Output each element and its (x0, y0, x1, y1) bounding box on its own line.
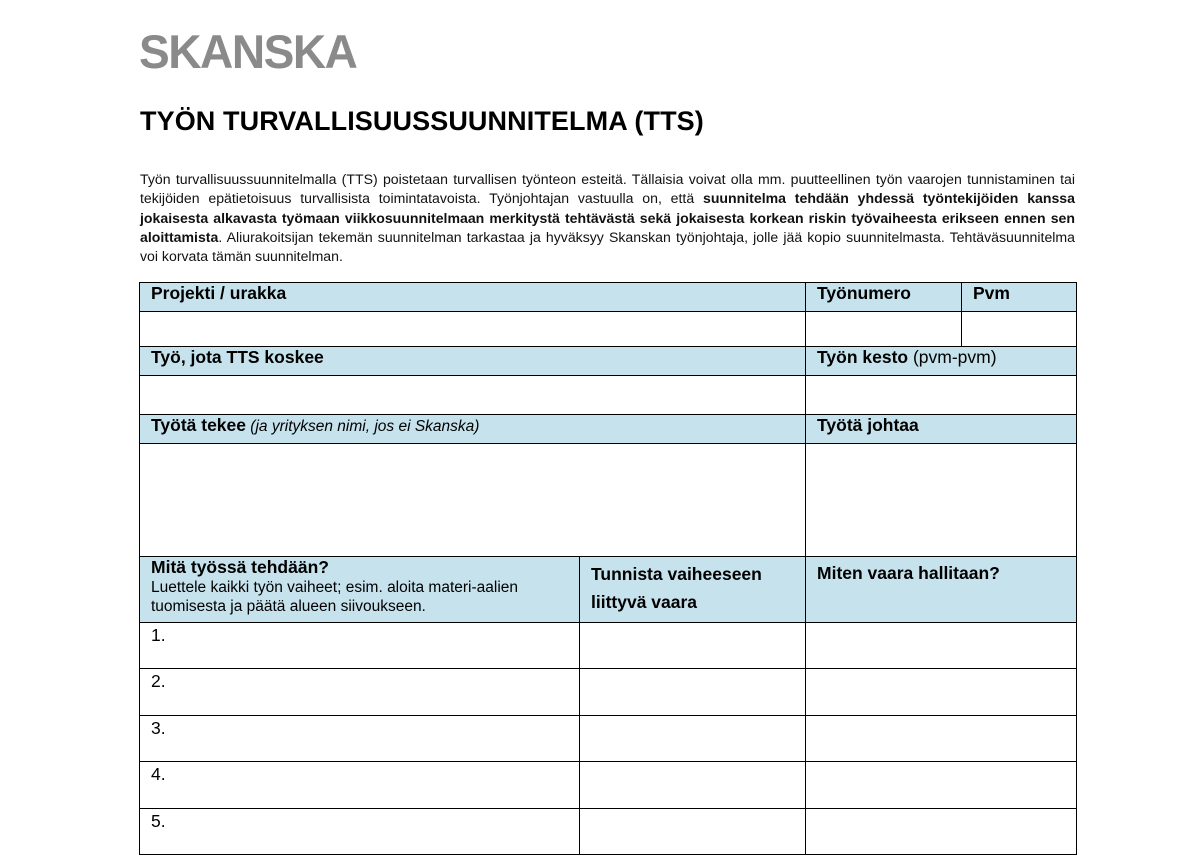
hazard-field-2[interactable] (580, 669, 806, 716)
intro-text-1: Työn turvallisuussuunnitelmalla (TTS) poistetaan turvallisen työnteon esteitä. Tällaisia voivat olla mm. puutteellinen työn vaarojen tunnistaminen tai tekijöiden epätietoisuus turvallisista toimintatavoista. Työnjohtajan vastuulla on, että (140, 171, 1075, 207)
step-row-5[interactable]: 5. (140, 809, 580, 855)
work-number-header: Työnumero (806, 283, 962, 312)
steps-instructions: Luettele kaikki työn vaiheet; esim. aloita materi-aalien tuomisesta ja päätä alueen siivoukseen. (151, 579, 519, 615)
date-header: Pvm (962, 283, 1077, 312)
work-header: Työ, jota TTS koskee (140, 347, 806, 376)
control-field-1[interactable] (806, 623, 1077, 669)
project-field[interactable] (140, 312, 806, 347)
duration-note: (pvm-pvm) (908, 347, 997, 367)
performer-label: Työtä tekee (151, 415, 246, 435)
step-row-4[interactable]: 4. (140, 762, 580, 809)
project-header: Projekti / urakka (140, 283, 806, 312)
page-title: TYÖN TURVALLISUUSSUUNNITELMA (TTS) (140, 106, 704, 136)
duration-header (806, 347, 1077, 376)
hazard-field-4[interactable] (580, 762, 806, 809)
skanska-logo: SKANSKA (139, 25, 357, 78)
intro-text-bold: suunnitelma tehdään yhdessä työntekijöiden kanssa jokaisesta alkavasta työmaan viikkosuunnitelmaan merkitystä tehtävästä sekä jokaisesta korkean riskin työvaiheesta erikseen ennen sen aloittamista (140, 190, 1075, 245)
control-field-2[interactable] (806, 669, 1077, 716)
control-field-4[interactable] (806, 762, 1077, 809)
performer-header (140, 415, 806, 444)
intro-paragraph (140, 170, 1075, 266)
step-row-3[interactable]: 3. (140, 716, 580, 762)
hazard-field-1[interactable] (580, 623, 806, 669)
date-field[interactable] (962, 312, 1077, 347)
supervisor-header: Työtä johtaa (806, 415, 1077, 444)
tts-form-table (139, 282, 1077, 855)
steps-header (140, 557, 580, 623)
performer-note: (ja yrityksen nimi, jos ei Skanska) (246, 418, 480, 435)
steps-title: Mitä työssä tehdään? (151, 557, 329, 577)
control-field-5[interactable] (806, 809, 1077, 855)
control-title: Miten vaara hallitaan? (817, 563, 1000, 583)
performer-field[interactable] (140, 444, 806, 557)
control-field-3[interactable] (806, 716, 1077, 762)
duration-field[interactable] (806, 376, 1077, 415)
step-row-1[interactable]: 1. (140, 623, 580, 669)
work-field[interactable] (140, 376, 806, 415)
hazard-field-5[interactable] (580, 809, 806, 855)
work-number-field[interactable] (806, 312, 962, 347)
step-row-2[interactable]: 2. (140, 669, 580, 716)
duration-label: Työn kesto (817, 347, 909, 367)
control-header (806, 557, 1077, 623)
intro-text-2: . Aliurakoitsijan tekemän suunnitelman tarkastaa ja hyväksyy Skanskan työnjohtaja, jolle jää kopio suunnitelmasta. Tehtäväsuunnitelma voi korvata tämän suunnitelman. (140, 228, 1075, 265)
hazard-field-3[interactable] (580, 716, 806, 762)
supervisor-field[interactable] (806, 444, 1077, 557)
hazard-header: Tunnista vaiheeseen liittyvä vaara (580, 557, 806, 623)
